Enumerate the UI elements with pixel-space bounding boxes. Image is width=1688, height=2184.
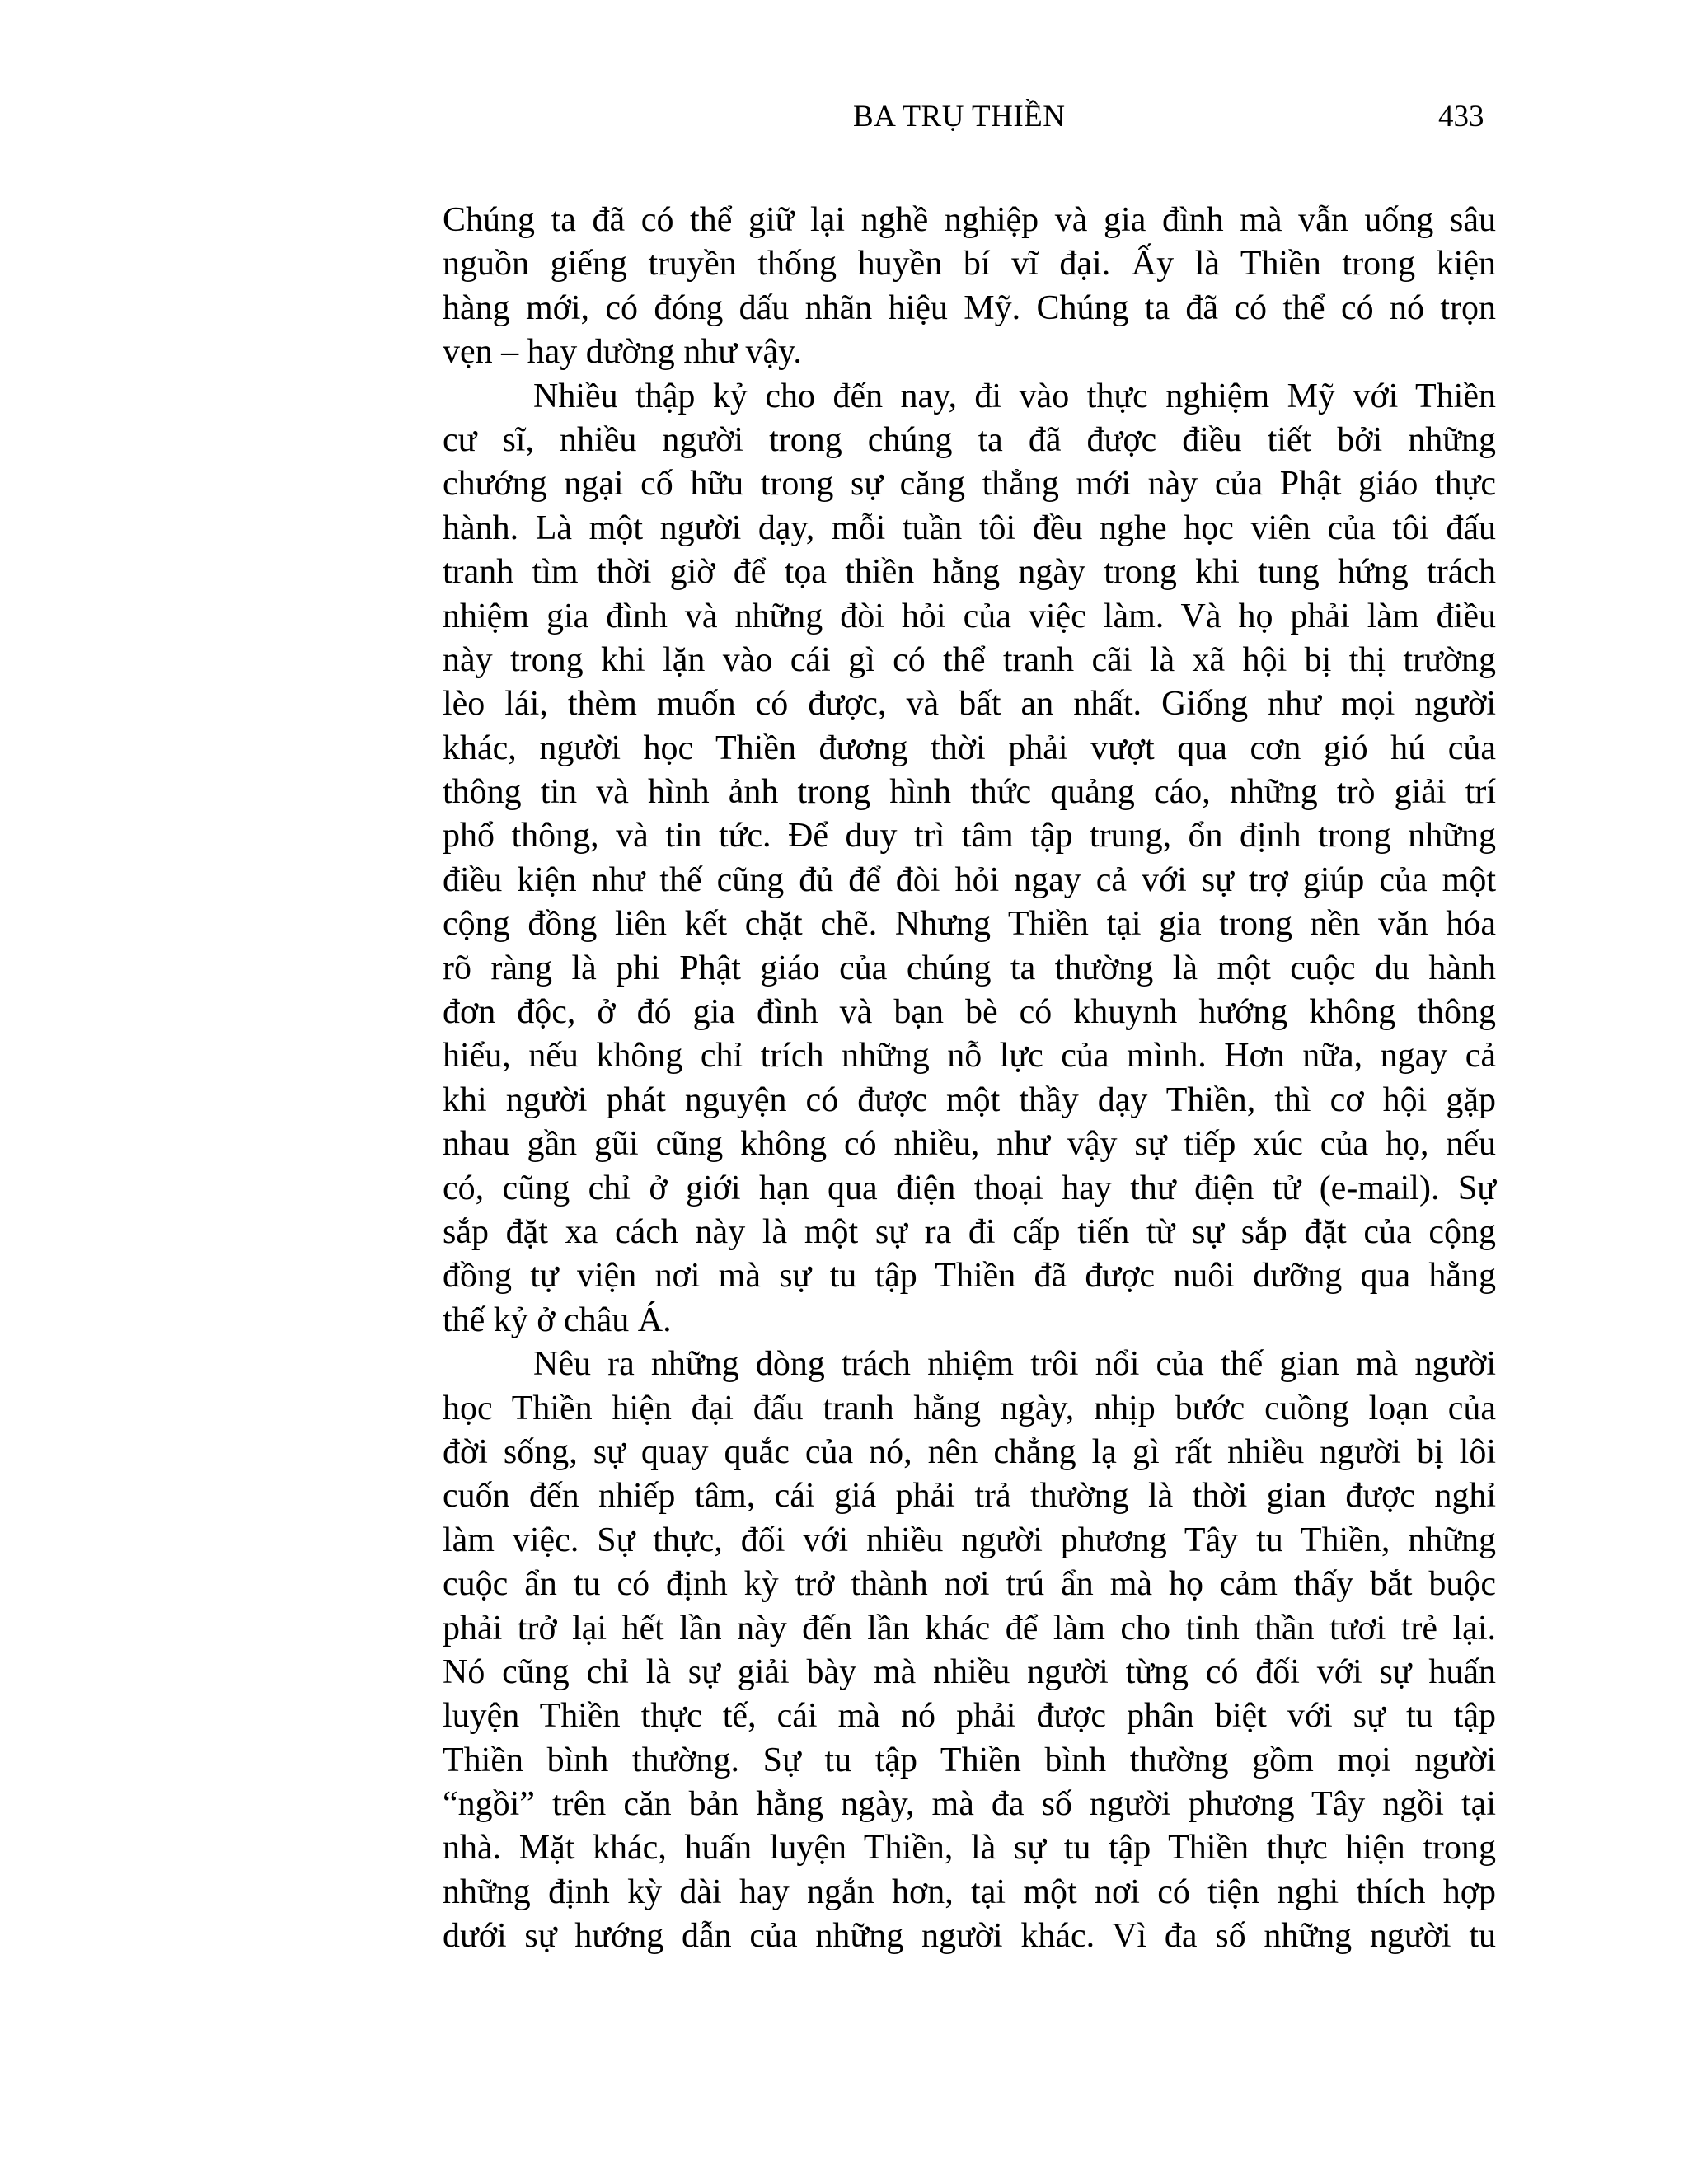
text-line: nguồn giếng truyền thống huyền bí vĩ đại. Ấy là Thiền trong kiện [443, 245, 1496, 284]
text-line: Thiền bình thường. Sự tu tập Thiền bình thường gồm mọi người [443, 1741, 1496, 1779]
text-line: đời sống, sự quay quắc của nó, nên chẳng lạ gì rất nhiều người bị lôi [443, 1432, 1496, 1471]
running-title: BA TRỤ THIỀN [853, 100, 1066, 134]
text-line: cư sĩ, nhiều người trong chúng ta đã được điều tiết bởi những [443, 420, 1496, 459]
text-line: dưới sự hướng dẫn của những người khác. Vì đa số những người tu [443, 1917, 1496, 1956]
text-line: luyện Thiền thực tế, cái mà nó phải được phân biệt với sự tu tập [443, 1697, 1496, 1736]
text-line: Nhiều thập kỷ cho đến nay, đi vào thực nghiệm Mỹ với Thiền [533, 377, 1496, 415]
text-line: cộng đồng liên kết chặt chẽ. Nhưng Thiền tại gia trong nền văn hóa [443, 905, 1496, 944]
text-line: điều kiện như thế cũng đủ để đòi hỏi ngay cả với sự trợ giúp của một [443, 860, 1496, 899]
text-line: thông tin và hình ảnh trong hình thức quảng cáo, những trò giải trí [443, 773, 1496, 812]
text-line: làm việc. Sự thực, đối với nhiều người phương Tây tu Thiền, những [443, 1521, 1496, 1559]
text-line: này trong khi lặn vào cái gì có thể tranh cãi là xã hội bị thị trường [443, 640, 1496, 679]
text-line: cuốn đến nhiếp tâm, cái giá phải trả thường là thời gian được nghỉ [443, 1477, 1496, 1516]
text-line: lèo lái, thèm muốn có được, và bất an nhất. Giống như mọi người [443, 685, 1496, 724]
body-text [443, 199, 1496, 1959]
text-line: thế kỷ ở châu Á. [443, 1301, 672, 1339]
text-line: “ngồi” trên căn bản hằng ngày, mà đa số người phương Tây ngồi tại [443, 1785, 1496, 1824]
text-line: khác, người học Thiền đương thời phải vượt qua cơn gió hú của [443, 729, 1496, 767]
text-line: tranh tìm thời giờ để tọa thiền hằng ngày trong khi tung hứng trách [443, 553, 1496, 592]
page-number: 433 [1438, 100, 1484, 134]
text-line: vẹn – hay dường như vậy. [443, 333, 802, 372]
text-line: hiểu, nếu không chỉ trích những nỗ lực của mình. Hơn nữa, ngay cả [443, 1037, 1496, 1076]
text-line: nhiệm gia đình và những đòi hỏi của việc làm. Và họ phải làm điều [443, 597, 1496, 635]
text-line: phải trở lại hết lần này đến lần khác để làm cho tinh thần tươi trẻ lại. [443, 1609, 1496, 1647]
text-line: có, cũng chỉ ở giới hạn qua điện thoại hay thư điện tử (e-mail). Sự [443, 1169, 1496, 1207]
text-line: sắp đặt xa cách này là một sự ra đi cấp tiến từ sự sắp đặt của cộng [443, 1212, 1496, 1251]
text-line: nhau gần gũi cũng không có nhiều, như vậy sự tiếp xúc của họ, nếu [443, 1125, 1496, 1164]
text-line: phổ thông, và tin tức. Để duy trì tâm tập trung, ổn định trong những [443, 817, 1496, 855]
text-line: đồng tự viện nơi mà sự tu tập Thiền đã được nuôi dưỡng qua hằng [443, 1257, 1496, 1296]
text-line: chướng ngại cố hữu trong sự căng thẳng mới này của Phật giáo thực [443, 465, 1496, 504]
text-line: những định kỳ dài hay ngắn hơn, tại một nơi có tiện nghi thích hợp [443, 1872, 1496, 1911]
text-line: đơn độc, ở đó gia đình và bạn bè có khuynh hướng không thông [443, 993, 1496, 1032]
text-line: rõ ràng là phi Phật giáo của chúng ta thường là một cuộc du hành [443, 949, 1496, 987]
text-line: khi người phát nguyện có được một thầy dạy Thiền, thì cơ hội gặp [443, 1080, 1496, 1119]
text-line: Chúng ta đã có thể giữ lại nghề nghiệp và gia đình mà vẫn uống sâu [443, 201, 1496, 239]
text-line: học Thiền hiện đại đấu tranh hằng ngày, nhịp bước cuồng loạn của [443, 1389, 1496, 1427]
text-line: hành. Là một người dạy, mỗi tuần tôi đều nghe học viên của tôi đấu [443, 509, 1496, 547]
text-line: Nó cũng chỉ là sự giải bày mà nhiều người từng có đối với sự huấn [443, 1652, 1496, 1691]
text-line: nhà. Mặt khác, huấn luyện Thiền, là sự tu tập Thiền thực hiện trong [443, 1829, 1496, 1868]
text-line: hàng mới, có đóng dấu nhãn hiệu Mỹ. Chúng ta đã có thể có nó trọn [443, 288, 1496, 327]
text-line: Nêu ra những dòng trách nhiệm trôi nổi của thế gian mà người [533, 1345, 1496, 1384]
text-line: cuộc ẩn tu có định kỳ trở thành nơi trú ẩn mà họ cảm thấy bắt buộc [443, 1565, 1496, 1604]
